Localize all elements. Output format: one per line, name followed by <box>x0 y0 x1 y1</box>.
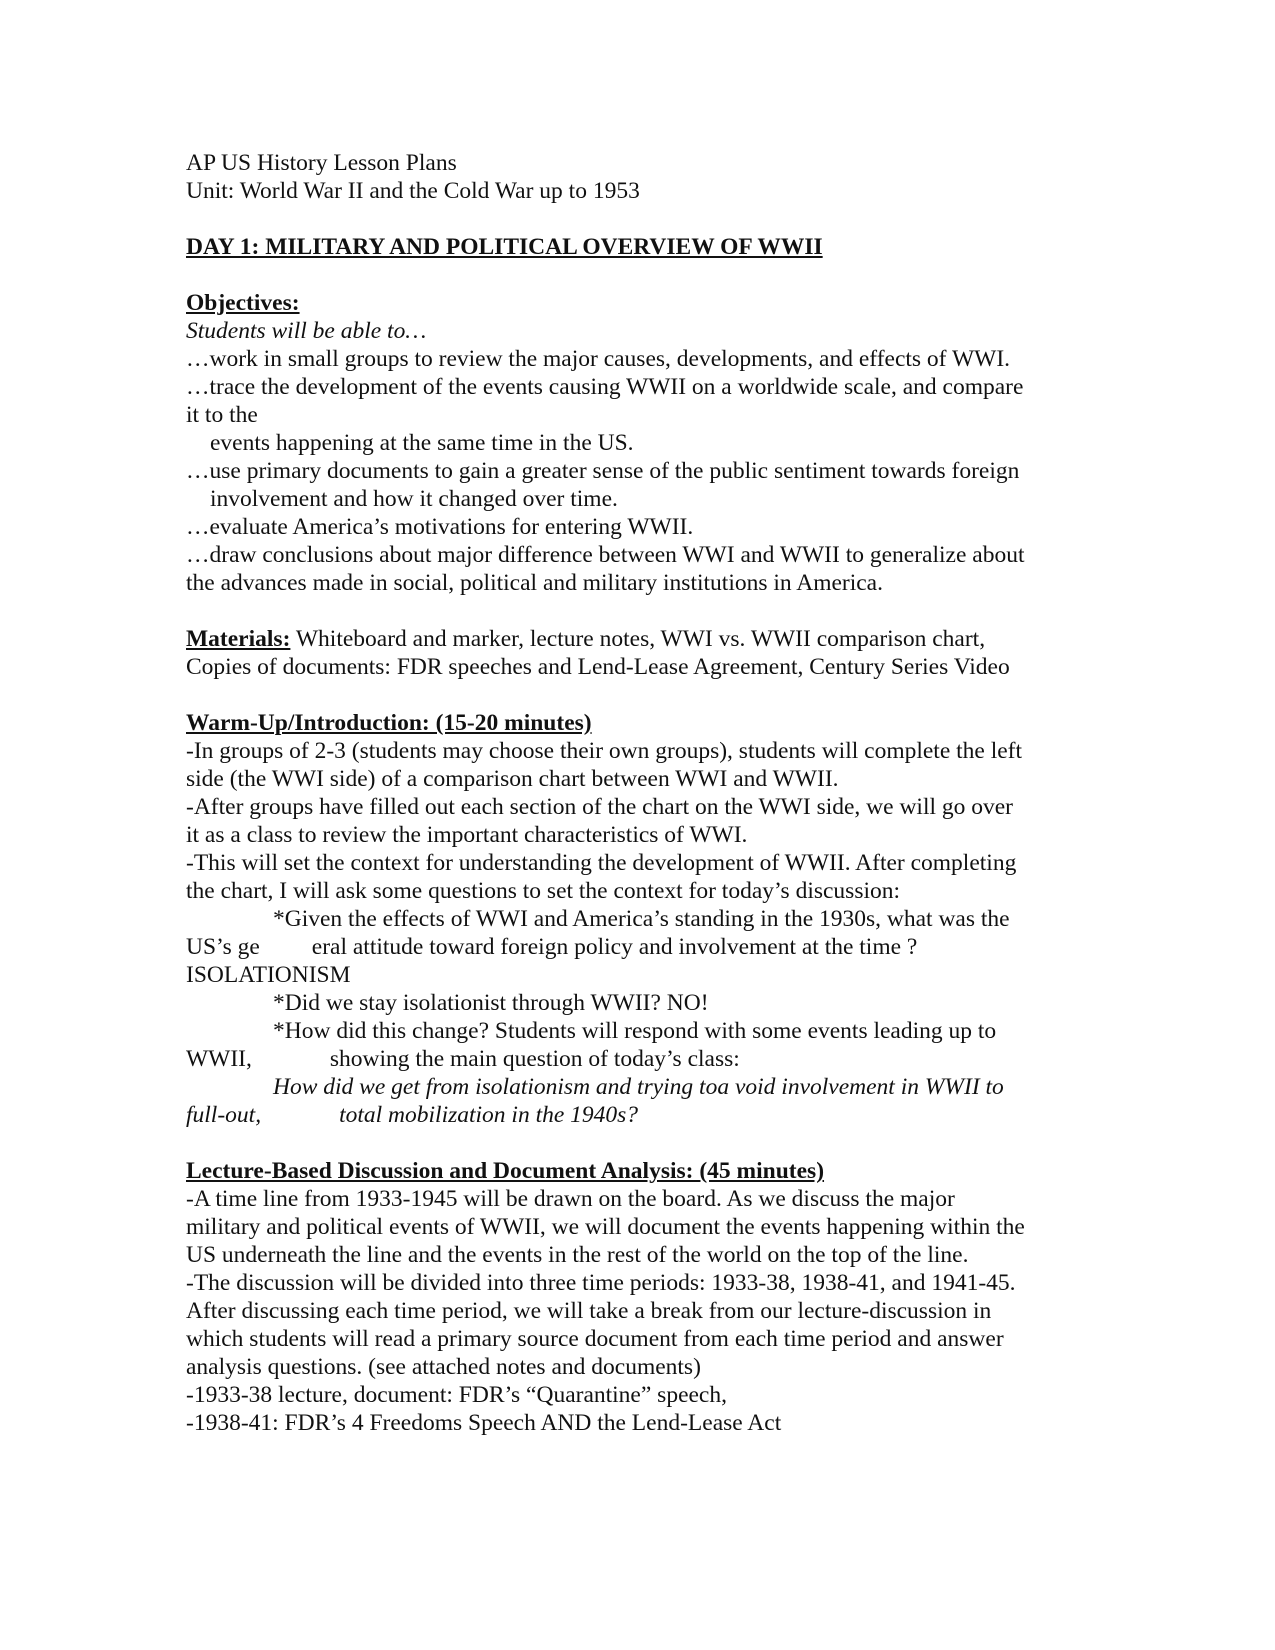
document-body <box>186 149 1086 1437</box>
main-question-fragment: full-out, <box>186 1102 262 1128</box>
warmup-line: -In groups of 2-3 (students may choose their own groups), students will complete the left <box>186 738 1023 764</box>
objective-line: involvement and how it changed over time. <box>210 486 618 512</box>
lecture-line: analysis questions. (see attached notes and documents) <box>186 1354 701 1380</box>
warmup-line <box>186 1045 1086 1073</box>
warmup-line: -After groups have filled out each section of the chart on the WWI side, we will go over <box>186 794 1014 820</box>
spacer <box>186 205 1086 233</box>
objective-line: …trace the development of the events causing WWII on a worldwide scale, and compare <box>186 374 1024 400</box>
lecture-line: -The discussion will be divided into three time periods: 1933-38, 1938-41, and 1941-45. <box>186 1270 1016 1296</box>
warmup-line: it as a class to review the important characteristics of WWI. <box>186 822 748 848</box>
lecture-line: US underneath the line and the events in the rest of the world on the top of the line. <box>186 1242 969 1268</box>
objective-line: it to the <box>186 402 258 428</box>
lecture-line: which students will read a primary source document from each time period and answer <box>186 1326 1004 1352</box>
materials-line: Copies of documents: FDR speeches and Lend-Lease Agreement, Century Series Video <box>186 654 1010 680</box>
warmup-fragment: WWII, <box>186 1046 252 1072</box>
objectives-intro: Students will be able to… <box>186 318 427 344</box>
warmup-answer: ISOLATIONISM <box>186 962 351 988</box>
objective-line: the advances made in social, political and military institutions in America. <box>186 570 883 596</box>
warmup-heading: Warm-Up/Introduction: (15-20 minutes) <box>186 710 592 736</box>
warmup-question: *Did we stay isolationist through WWII? NO! <box>273 990 709 1016</box>
objective-line: …draw conclusions about major difference between WWI and WWII to generalize about <box>186 542 1025 568</box>
lecture-heading: Lecture-Based Discussion and Document Analysis: (45 minutes) <box>186 1158 825 1184</box>
warmup-line: -This will set the context for understanding the development of WWII. After completing <box>186 850 1017 876</box>
main-question-fragment: total mobilization in the 1940s? <box>339 1102 639 1128</box>
warmup-fragment: showing the main question of today’s class: <box>329 1046 740 1072</box>
warmup-line: side (the WWI side) of a comparison chart between WWI and WWII. <box>186 766 839 792</box>
warmup-question: *Given the effects of WWI and America’s standing in the 1930s, what was the <box>273 906 1010 932</box>
objective-line: …work in small groups to review the major causes, developments, and effects of WWI. <box>186 346 1011 372</box>
warmup-line <box>186 933 1086 961</box>
main-question <box>186 1101 1086 1129</box>
warmup-fragment: US’s ge <box>186 934 260 960</box>
lecture-line: After discussing each time period, we will take a break from our lecture-discussion in <box>186 1298 992 1324</box>
spacer <box>186 1129 1086 1157</box>
lecture-line: -1933-38 lecture, document: FDR’s “Quarantine” speech, <box>186 1382 727 1408</box>
warmup-line: the chart, I will ask some questions to set the context for today’s discussion: <box>186 878 901 904</box>
materials-line <box>186 625 1086 653</box>
lecture-line: military and political events of WWII, we will document the events happening within the <box>186 1214 1025 1240</box>
spacer <box>186 597 1086 625</box>
warmup-question: *How did this change? Students will respond with some events leading up to <box>273 1018 997 1044</box>
lecture-line: -1938-41: FDR’s 4 Freedoms Speech AND the Lend-Lease Act <box>186 1410 782 1436</box>
objective-line: events happening at the same time in the US. <box>210 430 634 456</box>
objectives-heading: Objectives: <box>186 290 300 316</box>
materials-heading: Materials: <box>186 626 291 652</box>
document-title: AP US History Lesson Plans <box>186 150 457 176</box>
day-title: DAY 1: MILITARY AND POLITICAL OVERVIEW OF WWII <box>186 234 823 260</box>
objective-line: …use primary documents to gain a greater sense of the public sentiment towards foreign <box>186 458 1020 484</box>
materials-text: Whiteboard and marker, lecture notes, WWI vs. WWII comparison chart, <box>290 626 986 652</box>
objective-line: …evaluate America’s motivations for entering WWII. <box>186 514 694 540</box>
spacer <box>186 261 1086 289</box>
spacer <box>186 681 1086 709</box>
lecture-line: -A time line from 1933-1945 will be drawn on the board. As we discuss the major <box>186 1186 955 1212</box>
main-question: How did we get from isolationism and trying toa void involvement in WWII to <box>273 1074 1004 1100</box>
warmup-fragment: eral attitude toward foreign policy and involvement at the time ? <box>311 934 918 960</box>
unit-line: Unit: World War II and the Cold War up to 1953 <box>186 178 640 204</box>
